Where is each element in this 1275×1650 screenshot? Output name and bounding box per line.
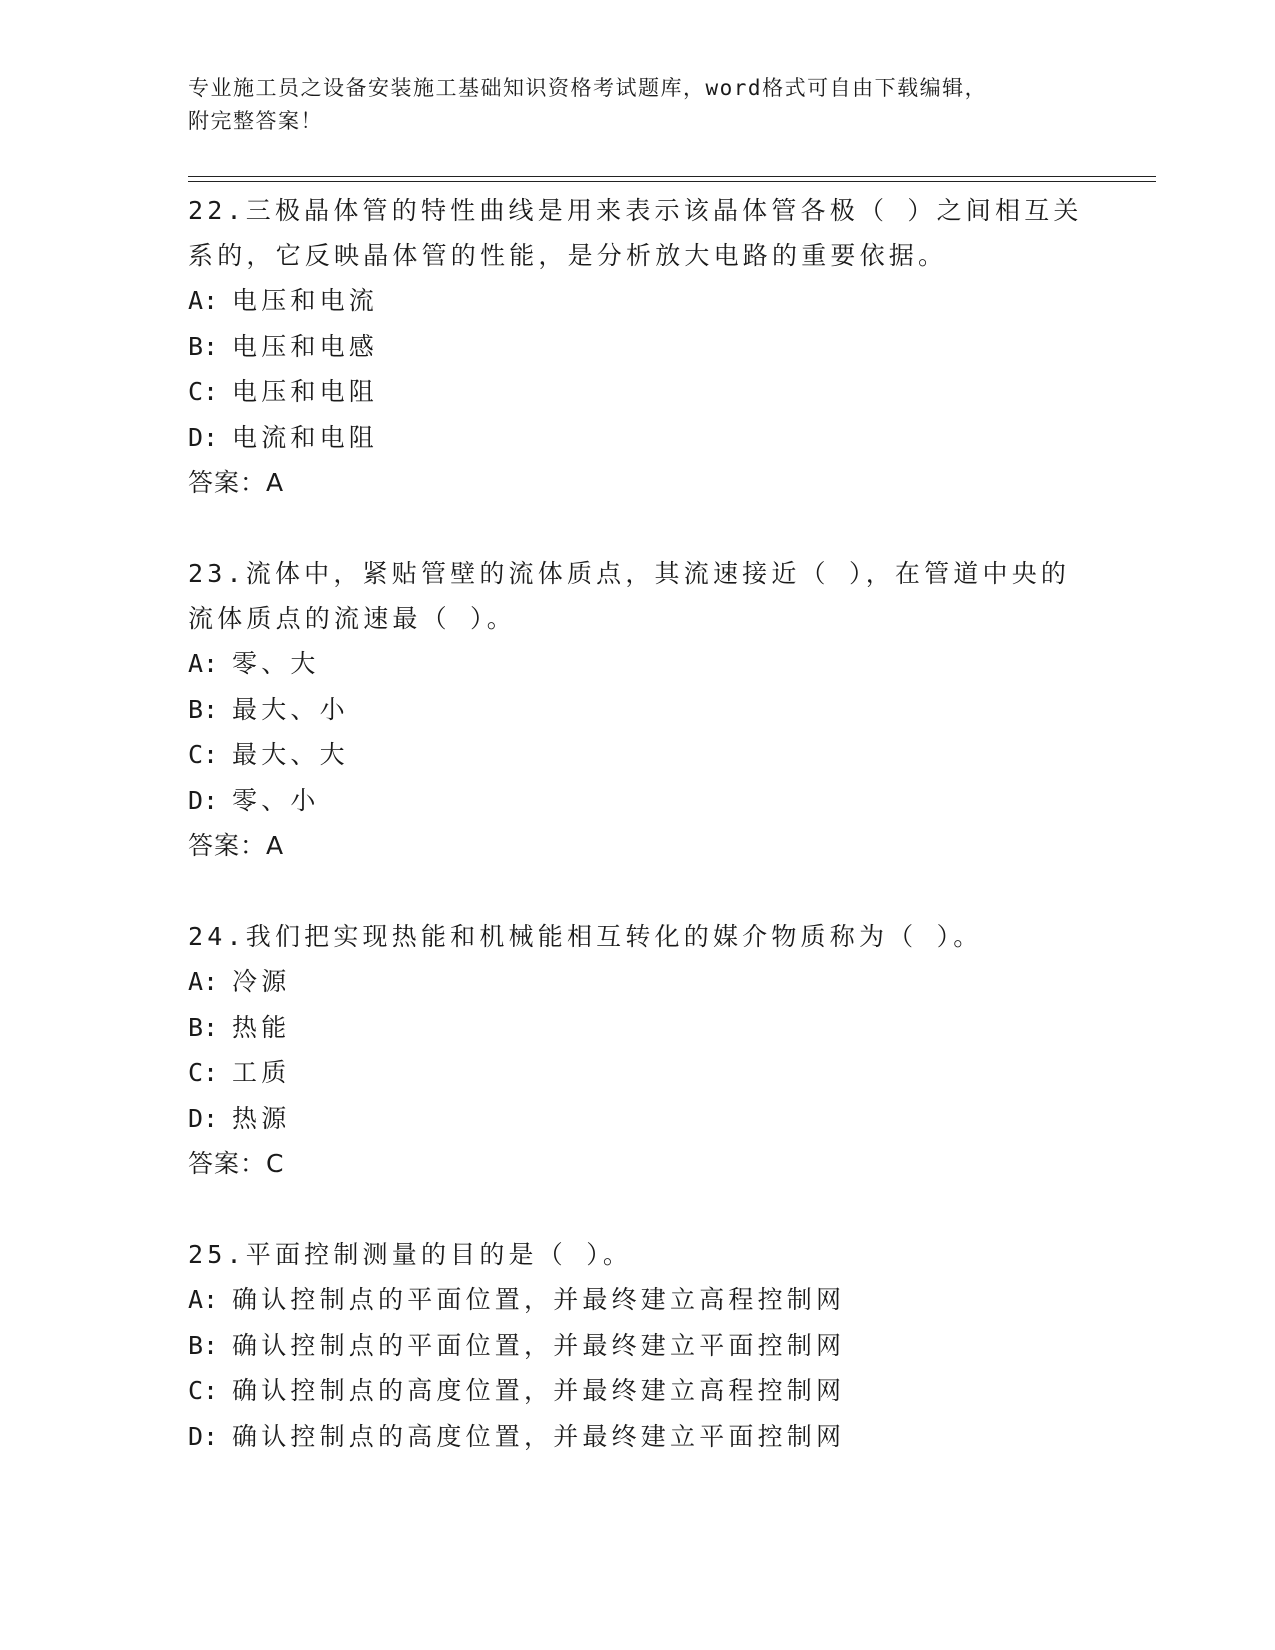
question-list — [188, 188, 1088, 1505]
header-divider-bottom — [188, 181, 1156, 182]
question-stem-line-2: 流体质点的流速最（ ）。 — [188, 604, 516, 633]
question-stem-line-2: 系的，它反映晶体管的性能，是分析放大电路的重要依据。 — [188, 241, 948, 270]
header-divider-top — [188, 176, 1156, 177]
option-text: 确认控制点的高度位置，并最终建立高程控制网 — [232, 1376, 846, 1405]
answer-line: 答案：A — [188, 831, 285, 860]
option-a — [188, 959, 1088, 1005]
option-text: 确认控制点的平面位置，并最终建立高程控制网 — [232, 1285, 846, 1314]
option-text: 电压和电阻 — [232, 377, 379, 406]
option-text: 零、小 — [232, 785, 320, 815]
option-text: 电压和电感 — [232, 331, 379, 361]
question-stem-line-1: 23.流体中，紧贴管壁的流体质点，其流速接近（ ），在管道中央的 — [188, 559, 1071, 588]
option-letter: C: — [188, 377, 219, 406]
option-c — [188, 1368, 1088, 1414]
option-a — [188, 278, 1088, 324]
question-stem-line-1: 22.三极晶体管的特性曲线是用来表示该晶体管各极（ ）之间相互关 — [188, 196, 1083, 225]
answer-line: 答案：A — [188, 468, 285, 497]
option-letter: A: — [188, 967, 219, 996]
option-text: 最大、大 — [232, 740, 349, 769]
option-d — [188, 1096, 1088, 1142]
option-text: 热能 — [232, 1012, 291, 1042]
option-a — [188, 1277, 1088, 1323]
question-stem-line-1: 24.我们把实现热能和机械能相互转化的媒介物质称为（ ）。 — [188, 922, 983, 951]
question-stem-line-1: 25.平面控制测量的目的是（ ）。 — [188, 1240, 633, 1269]
option-letter: C: — [188, 1376, 219, 1405]
option-letter: A: — [188, 1285, 219, 1314]
option-text: 确认控制点的高度位置，并最终建立平面控制网 — [232, 1421, 846, 1451]
option-letter: D: — [188, 1421, 219, 1451]
header-line-2: 附完整答案！ — [188, 109, 323, 133]
option-b — [188, 1005, 1088, 1051]
option-letter: B: — [188, 1012, 219, 1042]
option-letter: C: — [188, 1058, 219, 1087]
document-header — [188, 72, 1068, 138]
option-text: 零、大 — [232, 649, 320, 678]
option-text: 电压和电流 — [232, 286, 379, 315]
option-b — [188, 687, 1088, 733]
option-b — [188, 324, 1088, 370]
option-c — [188, 369, 1088, 415]
option-letter: A: — [188, 649, 219, 678]
option-letter: D: — [188, 785, 219, 815]
option-letter: D: — [188, 422, 219, 452]
question-23 — [188, 551, 1088, 868]
option-text: 最大、小 — [232, 694, 349, 724]
option-letter: D: — [188, 1103, 219, 1133]
option-b — [188, 1323, 1088, 1369]
question-stem — [188, 914, 1088, 959]
option-text: 工质 — [232, 1058, 291, 1087]
question-24 — [188, 914, 1088, 1186]
option-text: 电流和电阻 — [232, 422, 379, 452]
option-text: 确认控制点的平面位置，并最终建立平面控制网 — [232, 1330, 846, 1360]
option-letter: B: — [188, 331, 219, 361]
option-c — [188, 1050, 1088, 1096]
question-22 — [188, 188, 1088, 505]
option-d — [188, 1414, 1088, 1460]
option-letter: C: — [188, 740, 219, 769]
question-stem — [188, 1232, 1088, 1277]
option-letter: B: — [188, 1330, 219, 1360]
option-text: 热源 — [232, 1103, 291, 1133]
question-25 — [188, 1232, 1088, 1459]
option-text: 冷源 — [232, 967, 291, 996]
option-d — [188, 778, 1088, 824]
option-a — [188, 641, 1088, 687]
option-d — [188, 415, 1088, 461]
option-letter: A: — [188, 286, 219, 315]
header-line-1: 专业施工员之设备安装施工基础知识资格考试题库，word格式可自由下载编辑， — [188, 76, 988, 100]
answer-line: 答案：C — [188, 1149, 285, 1178]
option-letter: B: — [188, 694, 219, 724]
option-c — [188, 732, 1088, 778]
question-stem — [188, 551, 1088, 641]
question-stem — [188, 188, 1088, 278]
